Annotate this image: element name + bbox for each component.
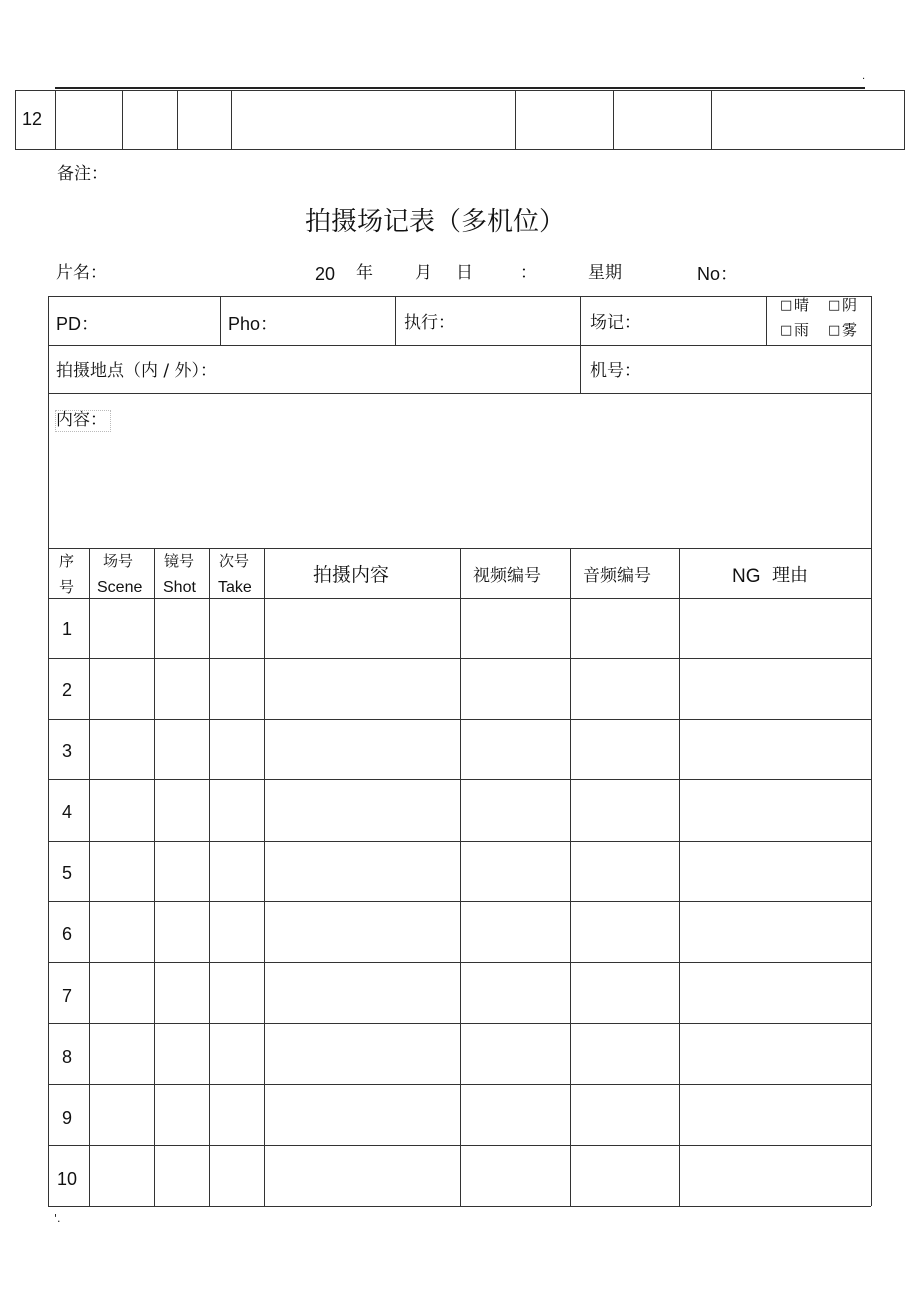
seq-header-bottom: 号 — [59, 578, 75, 596]
weather-fog-label: 雾 — [842, 321, 858, 339]
day-label: 日 — [456, 263, 473, 283]
pd-label: PD： — [56, 314, 100, 334]
weather-sunny-label: 晴 — [794, 296, 810, 314]
scene-header-cn: 场号 — [103, 552, 134, 570]
table-row[interactable] — [49, 963, 871, 1023]
pho-label: Pho： — [228, 314, 279, 334]
table-row[interactable] — [49, 780, 871, 841]
row-number: 2 — [62, 680, 73, 700]
year-label: 年 — [356, 263, 373, 283]
script-supervisor-field[interactable] — [642, 300, 762, 342]
exec-label: 执行： — [404, 313, 455, 333]
number-label: No： — [697, 264, 739, 284]
scene-header-en: Scene — [97, 579, 143, 596]
content-header: 拍摄内容 — [313, 564, 390, 586]
camera-number-label: 机号： — [590, 361, 641, 381]
corner-mark: '. — [54, 1212, 61, 1225]
location-label: 拍摄地点（内 / 外）： — [56, 361, 218, 381]
table-row[interactable] — [49, 842, 871, 901]
year-prefix: 20 — [315, 264, 336, 284]
take-header-en: Take — [218, 579, 252, 596]
seq-header-top: 序 — [59, 552, 75, 570]
weekday-label: 星期 — [588, 263, 622, 283]
video-number-header: 视频编号 — [473, 566, 541, 586]
weather-rain-label: 雨 — [794, 321, 810, 339]
table-row[interactable] — [49, 659, 871, 719]
table-row[interactable] — [49, 599, 871, 658]
content-label: 内容： — [56, 411, 110, 431]
row-number: 8 — [62, 1047, 73, 1067]
row-number: 9 — [62, 1108, 73, 1128]
page-title: 拍摄场记表（多机位） — [305, 207, 566, 237]
location-field[interactable] — [250, 349, 576, 391]
row-number: 5 — [62, 863, 73, 883]
audio-number-header: 音频编号 — [583, 566, 651, 586]
exec-field[interactable] — [458, 300, 576, 342]
month-label: 月 — [415, 263, 432, 283]
row-number: 3 — [62, 741, 73, 761]
shot-header-cn: 镜号 — [164, 552, 195, 570]
content-textarea[interactable] — [52, 435, 867, 545]
row-number: 6 — [62, 924, 73, 944]
table-row[interactable] — [49, 1146, 871, 1206]
pho-field[interactable] — [278, 300, 390, 342]
row-number: 4 — [62, 802, 73, 822]
table-row[interactable] — [49, 1085, 871, 1145]
page-dot-mark: . — [862, 71, 866, 82]
time-colon: ： — [520, 263, 537, 283]
table-row[interactable] — [49, 1024, 871, 1084]
pd-field[interactable] — [96, 300, 216, 342]
weather-sunny-checkbox-icon[interactable]: □ — [780, 298, 793, 313]
row-number: 7 — [62, 986, 73, 1006]
row-number: 1 — [62, 619, 73, 639]
table-row[interactable] — [49, 720, 871, 779]
row-number: 10 — [57, 1169, 78, 1189]
weather-cloudy-label: 阴 — [842, 296, 858, 314]
film-name-label: 片名： — [56, 263, 107, 283]
shot-header-en: Shot — [163, 579, 196, 596]
weather-cloudy-checkbox-icon[interactable]: □ — [828, 298, 841, 313]
take-header-cn: 次号 — [219, 552, 250, 570]
weather-fog-checkbox-icon[interactable]: □ — [828, 323, 841, 338]
table-row[interactable] — [49, 902, 871, 962]
ng-header-en: NG — [732, 566, 761, 587]
previous-row-number: 12 — [22, 109, 43, 129]
script-supervisor-label: 场记： — [590, 313, 641, 333]
weather-rain-checkbox-icon[interactable]: □ — [780, 323, 793, 338]
remark-label: 备注： — [57, 164, 108, 184]
camera-number-field[interactable] — [642, 349, 867, 391]
ng-header-cn: 理由 — [772, 565, 808, 586]
